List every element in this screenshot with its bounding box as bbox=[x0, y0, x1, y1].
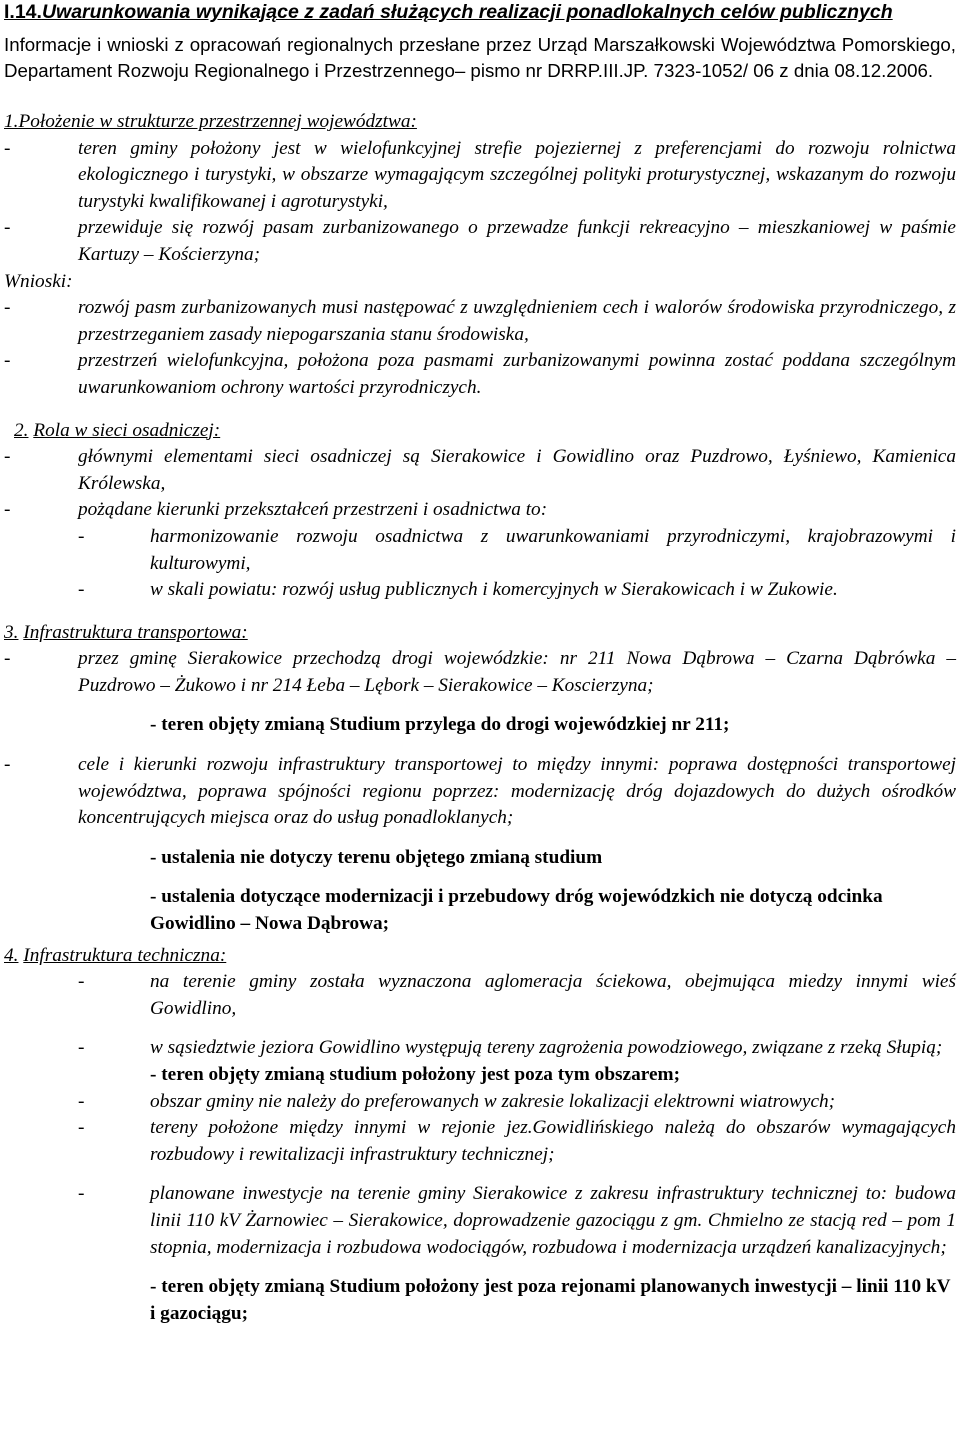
s3-heading-text: Infrastruktura transportowa: bbox=[23, 621, 248, 643]
wnioski-label: Wnioski: bbox=[4, 270, 73, 292]
list-dash: - bbox=[78, 1037, 85, 1059]
s2-heading bbox=[4, 418, 956, 445]
document-page bbox=[4, 0, 956, 1327]
s4-item-3 bbox=[4, 1089, 956, 1116]
s3-heading bbox=[4, 620, 956, 647]
list-item-text: pożądane kierunki przekształceń przestrzeni i osadnictwa to: bbox=[78, 499, 548, 521]
s2-number: 2. bbox=[14, 419, 29, 441]
section-title bbox=[4, 0, 956, 24]
list-item-text: przez gminę Sierakowice przechodzą drogi wojewódzkie: nr 211 Nowa Dąbrowa – Czarna Dąbrówka – Puzdrowo – Żukowo i nr 214 Łeba – Lębork – Sierakowice – Koscierzyna; bbox=[78, 648, 956, 696]
s1-heading: 1.Położenie w strukturze przestrzennej województwa: bbox=[4, 111, 417, 132]
list-dash: - bbox=[78, 525, 85, 547]
list-item-text: rozwój pasm zurbanizowanych musi następować z uwzględnieniem cech i walorów środowiska przyrodniczego, z przestrzeganiem zasady niepogarszania stanu środowiska, bbox=[78, 297, 956, 345]
list-dash: - bbox=[78, 579, 85, 601]
list-dash: - bbox=[4, 137, 11, 159]
s2-item-1 bbox=[4, 444, 956, 497]
s2-subitem-1 bbox=[4, 524, 956, 577]
list-dash: - bbox=[4, 350, 11, 372]
s4-item-2 bbox=[4, 1035, 956, 1062]
list-dash: - bbox=[4, 648, 11, 670]
wnioski-item-2 bbox=[4, 348, 956, 401]
s3-item-1 bbox=[4, 646, 956, 699]
list-item-text: na terenie gminy została wyznaczona aglomeracja ściekowa, obejmująca miedzy innymi wieś Gowidlino, bbox=[150, 971, 956, 1019]
s4-heading bbox=[4, 943, 956, 970]
s4-item-5 bbox=[4, 1181, 956, 1261]
list-item-text: harmonizowanie rozwoju osadnictwa z uwarunkowaniami przyrodniczymi, krajobrazowymi i kulturowymi, bbox=[150, 525, 956, 574]
list-item-text: planowane inwestycje na terenie gminy Sierakowice z zakresu infrastruktury technicznej to: budowa linii 110 kV Żarnowiec – Sierakowice, doprowadzenie gazociągu z gm. Chmielno ze stacją red – pom 1 stopnia, modernizacja i rozbudowa wodociągów, rozbudowa i modernizacja urządzeń kanalizacyjnych; bbox=[150, 1183, 956, 1258]
section-number: I.14. bbox=[4, 1, 42, 23]
s1-item-2 bbox=[4, 215, 956, 268]
s3-number: 3. bbox=[4, 621, 19, 643]
wnioski-item-1 bbox=[4, 295, 956, 348]
list-item-text: przewiduje się rozwój pasam zurbanizowanego o przewadze funkcji rekreacyjno – mieszkaniowej w paśmie Kartuzy – Kościerzyna; bbox=[78, 217, 956, 265]
list-dash: - bbox=[78, 971, 85, 993]
s3-note-3: - ustalenia dotyczące modernizacji i przebudowy dróg wojewódzkich nie dotyczą odcinka Gowidlino – Nowa Dąbrowa; bbox=[150, 886, 883, 935]
list-dash: - bbox=[4, 754, 11, 776]
s2-heading-text: Rola w sieci osadniczej: bbox=[33, 419, 221, 441]
list-item-text: głównymi elementami sieci osadniczej są Sierakowice i Gowidlino oraz Puzdrowo, Łyśniewo, Kamienica Królewska, bbox=[78, 446, 956, 494]
s2-subitem-2 bbox=[4, 577, 956, 604]
list-dash: - bbox=[4, 217, 11, 239]
s4-heading-text: Infrastruktura techniczna: bbox=[23, 944, 227, 966]
s3-item-2 bbox=[4, 752, 956, 832]
list-item-text: przestrzeń wielofunkcyjna, położona poza pasmami zurbanizowanymi powinna zostać poddana szczególnym uwarunkowaniom ochrony wartości przyrodniczych. bbox=[78, 350, 956, 398]
s4-item-4 bbox=[4, 1115, 956, 1168]
s1-item-1 bbox=[4, 136, 956, 216]
s4-note-1: - teren objęty zmianą studium położony jest poza tym obszarem; bbox=[150, 1064, 680, 1085]
list-item-text: w skali powiatu: rozwój usług publicznych i komercyjnych w Sierakowicach i w Zukowie. bbox=[150, 579, 838, 601]
list-dash: - bbox=[78, 1090, 85, 1112]
list-dash: - bbox=[4, 446, 11, 468]
section-title-text: Uwarunkowania wynikające z zadań służących realizacji ponadlokalnych celów publicznych bbox=[41, 1, 893, 23]
list-dash: - bbox=[4, 297, 11, 319]
list-item-text: obszar gminy nie należy do preferowanych w zakresie lokalizacji elektrowni wiatrowych; bbox=[150, 1090, 836, 1112]
s2-item-2 bbox=[4, 497, 956, 524]
list-item-text: tereny położone między innymi w rejonie jez.Gowidlińskiego należą do obszarów wymagających rozbudowy i rewitalizacji infrastruktury technicznej; bbox=[150, 1117, 956, 1165]
s4-note-2: - teren objęty zmianą Studium położony jest poza rejonami planowanych inwestycji – linii 110 kV i gazociągu; bbox=[150, 1276, 951, 1324]
s3-note-2: - ustalenia nie dotyczy terenu objętego zmianą studium bbox=[150, 846, 603, 868]
list-item-text: w sąsiedztwie jeziora Gowidlino występują tereny zagrożenia powodziowego, związane z rzeką Słupią; bbox=[150, 1037, 943, 1059]
s4-item-1 bbox=[4, 969, 956, 1022]
s4-number: 4. bbox=[4, 944, 19, 966]
list-item-text: teren gminy położony jest w wielofunkcyjnej strefie pojeziernej z preferencjami do rozwoju rolnictwa ekologicznego i turystyki, w obszarze wymagającym szczególnej polityki proturystycznej, wskazanym do rozwoju turystyki kwalifikowanej i agroturystyki, bbox=[78, 137, 956, 212]
s3-note-1: - teren objęty zmianą Studium przylega do drogi wojewódzkiej nr 211; bbox=[150, 714, 730, 736]
list-dash: - bbox=[78, 1117, 85, 1139]
list-dash: - bbox=[4, 499, 11, 521]
intro-paragraph: Informacje i wnioski z opracowań regionalnych przesłane przez Urząd Marszałkowski Województwa Pomorskiego, Departament Rozwoju Regionalnego i Przestrzennego– pismo nr DRRP.III.JP. 7323-1052/ 06 z dnia 08.12.2006. bbox=[4, 34, 956, 81]
list-dash: - bbox=[78, 1183, 85, 1205]
list-item-text: cele i kierunki rozwoju infrastruktury transportowej to między innymi: poprawa dostępności transportowej województwa, poprawa spójności regionu poprzez: modernizację dróg dojazdowych do dużych ośrodków koncentrujących miejsca oraz do usług ponadloklanych; bbox=[78, 754, 956, 829]
